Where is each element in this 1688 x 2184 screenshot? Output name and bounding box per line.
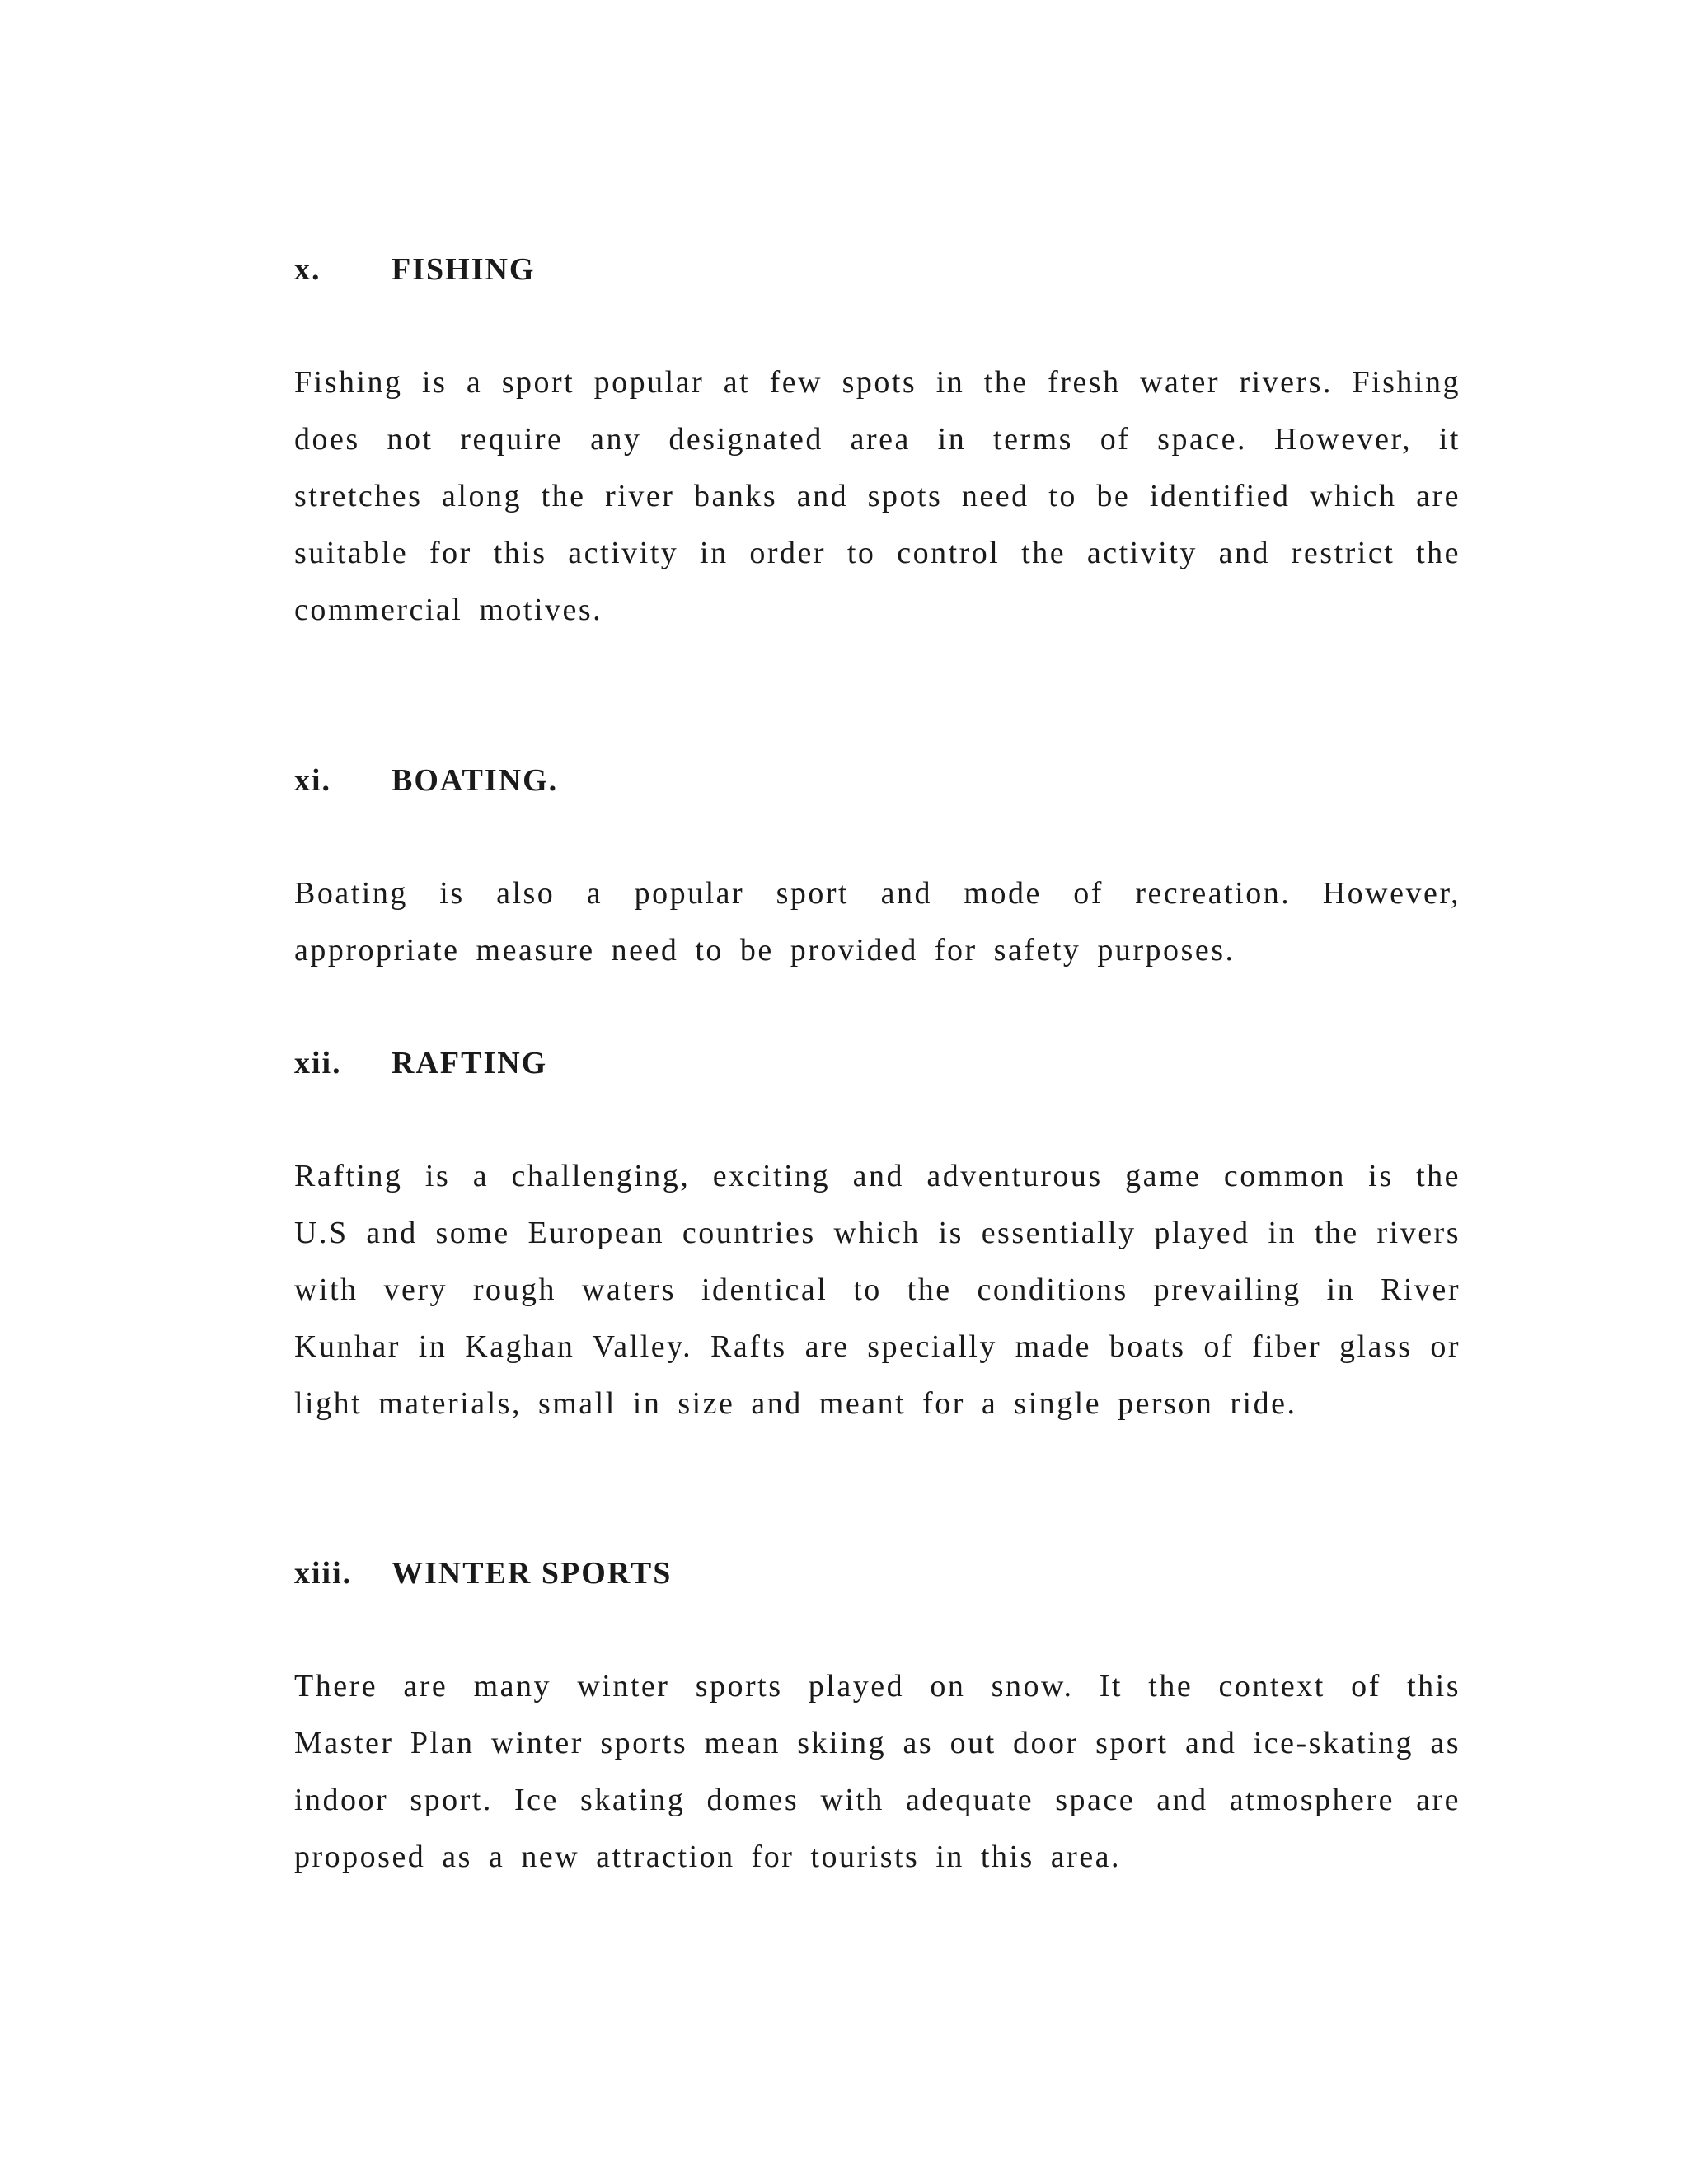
section-title: BOATING. (392, 763, 559, 798)
section-number: xii. (294, 1046, 342, 1080)
section-heading-boating (294, 762, 558, 804)
section-title: WINTER SPORTS (392, 1556, 673, 1591)
section-heading-winter-sports (294, 1555, 672, 1596)
section-title: FISHING (392, 252, 536, 287)
section-body-rafting: Rafting is a challenging, exciting and adventurous game common is the U.S and some European countries which is essentially played in the rivers with very rough waters identical to the conditions prevailing in River Kunhar in Kaghan Valley. Rafts are specially made boats of fiber glass or light materials, small in size and meant for a single person ride. (294, 1159, 1461, 1421)
section-number: xiii. (294, 1556, 353, 1591)
section-body-boating: Boating is also a popular sport and mode of recreation. However, appropriate measure need to be provided for safety purposes. (294, 876, 1461, 968)
section-number: x. (294, 252, 321, 287)
section-number: xi. (294, 763, 332, 798)
section-title: RAFTING (392, 1046, 548, 1080)
section-heading-rafting (294, 1045, 547, 1086)
section-body-winter-sports: There are many winter sports played on snow. It the context of this Master Plan winter sports mean skiing as out door sport and ice-skating as indoor sport. Ice skating domes with adequate space and atmosphere are proposed as a new attraction for tourists in this area. (294, 1669, 1461, 1874)
section-heading-fishing (294, 251, 535, 293)
section-body-fishing: Fishing is a sport popular at few spots in the fresh water rivers. Fishing does not require any designated area in terms of space. However, it stretches along the river banks and spots need to be identified which are suitable for this activity in order to control the activity and restrict the commercial motives. (294, 365, 1461, 627)
